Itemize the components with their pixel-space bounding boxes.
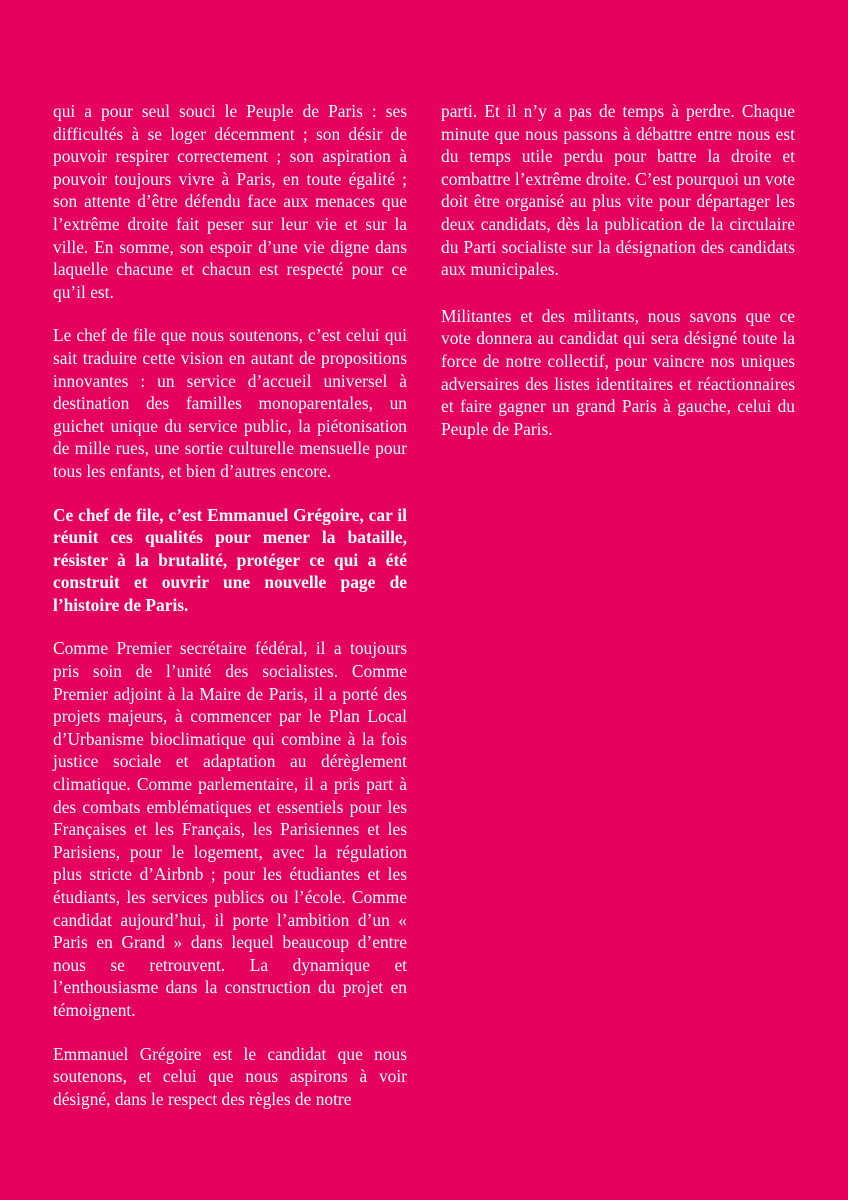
paragraph-chef-de-file-propositions: Le chef de file que nous soutenons, c’est celui qui sait traduire cette vision en autant de propositions innovantes : un service d’accueil universel à destination des familles monoparentales, un guichet unique du service public, la piétonisation de mille rues, une sortie culturelle mensuelle pour tous les enfants, et bien d’autres encore. — [53, 325, 407, 481]
paragraph-peuple-de-paris: qui a pour seul souci le Peuple de Paris : ses difficultés à se loger décemment ; son désir de pouvoir respirer correctement ; son aspiration à pouvoir toujours vivre à Paris, en toute égalité ; son attente d’être défendu face aux menaces que l’extrême droite fait peser sur leur vie et sur la ville. En somme, son espoir d’une vie digne dans laquelle chacune et chacun est respecté pour ce qu’il est. — [53, 101, 407, 302]
paragraph-candidat-soutenu: Emmanuel Grégoire est le candidat que nous soutenons, et celui que nous aspirons à voir désigné, dans le respect des règles de notre — [53, 1043, 407, 1109]
paragraph-emmanuel-gregoire-highlight: Ce chef de file, c’est Emmanuel Grégoire, car il réunit ces qualités pour mener la bataille, résister à la brutalité, protéger ce qui a été construit et ouvrir une nouvelle page de l’histoire de Paris. — [53, 504, 407, 615]
paragraph-parcours: Comme Premier secrétaire fédéral, il a toujours pris soin de l’unité des socialistes. Comme Premier adjoint à la Maire de Paris, il a porté des projets majeurs, à commencer par le Plan Local d’Urbanisme bioclimatique qui combine à la fois justice sociale et adaptation au dérèglement climatique. Comme parlementaire, il a pris part à des combats emblématiques et essentiels pour les Françaises et les Français, les Parisiennes et les Parisiens, pour le logement, avec la régulation plus stricte d’Airbnb ; pour les étudiantes et les étudiants, les services publics ou l’école. Comme candidat aujourd’hui, il porte l’ambition d’un « Paris en Grand » dans lequel beaucoup d’entre nous se retrouvent. La dynamique et l’enthousiasme dans la construction du projet en témoignent. — [53, 638, 407, 1020]
left-column — [53, 100, 407, 1131]
right-column — [441, 100, 795, 464]
paragraph-vote-rapide: parti. Et il n’y a pas de temps à perdre. Chaque minute que nous passons à débattre entre nous est du temps utile perdu pour battre la droite et combattre l’extrême droite. C’est pourquoi un vote doit être organisé au plus vite pour départager les deux candidats, dès la publication de la circulaire du Parti socialiste sur la désignation des candidats aux municipales. — [441, 101, 795, 280]
paragraph-militants: Militantes et des militants, nous savons que ce vote donnera au candidat qui sera désigné toute la force de notre collectif, pour vaincre nos uniques adversaires des listes identitaires et réactionnaires et faire gagner un grand Paris à gauche, celui du Peuple de Paris. — [441, 305, 795, 439]
